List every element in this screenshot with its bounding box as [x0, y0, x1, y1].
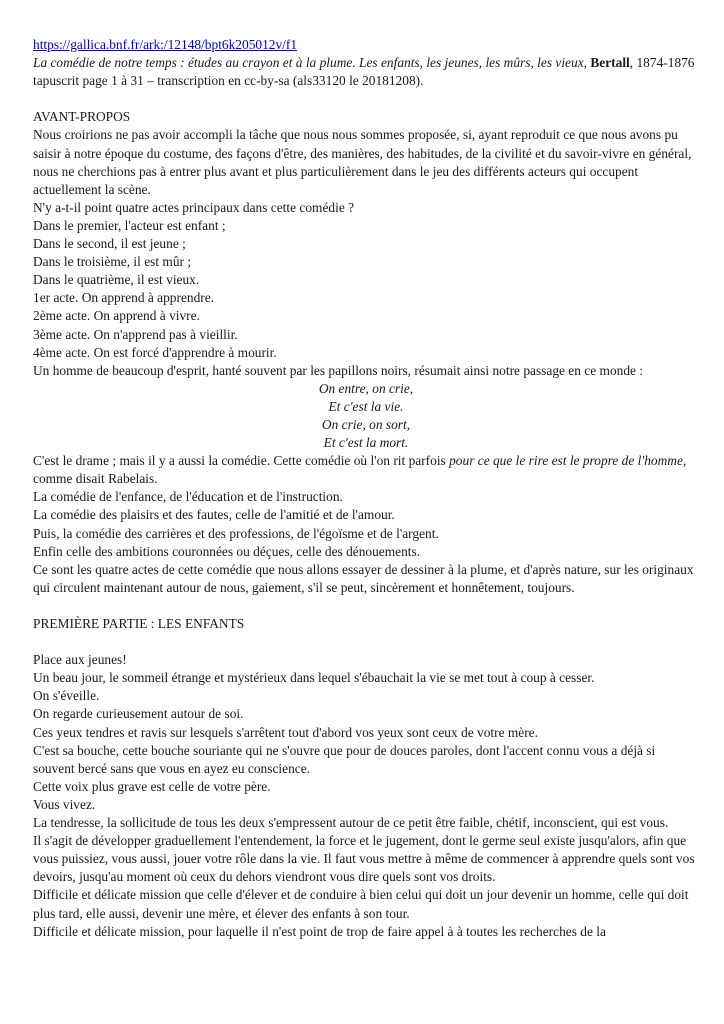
- title-tail: ,: [629, 55, 634, 71]
- publication-years: 1874-1876: [636, 55, 695, 71]
- act-line: 3ème acte. On n'apprend pas à vieillir.: [33, 326, 238, 342]
- verse-line: On entre, on crie,: [318, 380, 414, 396]
- drame-end: , comme disait Rabelais.: [33, 453, 687, 487]
- act-line: Dans le quatrième, il est vieux.: [33, 272, 200, 288]
- act-line: Dans le premier, l'acteur est enfant ;: [33, 217, 226, 233]
- closing-paragraph: Ce sont les quatre actes de cette comédie que nous allons essayer de dessiner à la plume, et d'après nature, sur les originaux qui circulent maintenant autour de nous, gaiement, s'il se peut, sincèrement et honnêtement, toujours.: [33, 561, 694, 595]
- paragraph: Ces yeux tendres et ravis sur lesquels s'arrêtent tout d'abord vos yeux sont ceux de votre mère.: [33, 724, 538, 740]
- comedy-line: La comédie de l'enfance, de l'éducation et de l'instruction.: [33, 489, 343, 505]
- paragraph: C'est sa bouche, cette bouche souriante qui ne s'ouvre que pour de douces paroles, dont l'accent connu vous a déjà si souvent bercé sans que vous en ayez eu conscience.: [33, 742, 656, 776]
- act-line: Dans le second, il est jeune ;: [33, 236, 186, 252]
- paragraph: On s'éveille.: [33, 688, 100, 704]
- verse-line: On crie, on sort,: [321, 416, 411, 432]
- drame-start: C'est le drame ; mais il y a aussi la comédie. Cette comédie où l'on rit parfois: [33, 453, 450, 469]
- title-line: [33, 54, 699, 72]
- author-name: Bertall: [590, 55, 630, 71]
- paragraph: La tendresse, la sollicitude de tous les deux s'empressent autour de ce petit être faible, chétif, inconscient, qui est vous.: [33, 815, 669, 831]
- paragraph: Place aux jeunes!: [33, 652, 127, 668]
- comedy-line: La comédie des plaisirs et des fautes, celle de l'amitié et de l'amour.: [33, 507, 395, 523]
- comedy-line: Enfin celle des ambitions couronnées ou déçues, celle des dénouements.: [33, 543, 421, 559]
- act-line: 1er acte. On apprend à apprendre.: [33, 290, 215, 306]
- spacer: [33, 633, 699, 651]
- paragraph: Cette voix plus grave est celle de votre père.: [33, 778, 271, 794]
- paragraph: Il s'agit de développer graduellement l'entendement, la force et le jugement, dont le germe seul existe jusqu'alors, afin que vous puissiez, vous aussi, jouer votre rôle dans la vie. Il faut vous mettre à même de commencer à apprendre quels sont vos devoirs, jusqu'au moment où ceux du dehors viendront vous dire quels sont vos droits.: [33, 833, 695, 885]
- paragraph: On regarde curieusement autour de soi.: [33, 706, 244, 722]
- spacer: [33, 90, 699, 108]
- document-page: [33, 36, 699, 941]
- paragraph: Un beau jour, le sommeil étrange et mystérieux dans lequel s'ébauchait la vie se met tout à coup à cesser.: [33, 670, 595, 686]
- rabelais-quote: pour ce que le rire est le propre de l'homme: [449, 453, 683, 469]
- act-line: 4ème acte. On est forcé d'apprendre à mourir.: [33, 344, 277, 360]
- act-line: Dans le troisième, il est mûr ;: [33, 254, 192, 270]
- act-line: N'y a-t-il point quatre actes principaux dans cette comédie ?: [33, 199, 355, 215]
- gallica-link[interactable]: https://gallica.bnf.fr/ark:/12148/bpt6k205012v/f1: [33, 37, 298, 52]
- transcription-note: tapuscrit page 1 à 31 – transcription en cc-by-sa (als33120 le 20181208).: [33, 73, 424, 89]
- intro-paragraph: Nous croirions ne pas avoir accompli la tâche que nous nous sommes proposée, si, ayant reproduit ce que nous avons pu saisir à notre époque du costume, des façons d'être, des manières, des habitudes, de la civilité et du savoir-vivre en général, nous ne cherchions pas à entrer plus avant et plus particulièrement dans le jeu des différents acteurs qui occupent actuellement la scène.: [33, 127, 692, 197]
- drame-paragraph: [33, 452, 699, 488]
- act-line: 2ème acte. On apprend à vivre.: [33, 308, 200, 324]
- comedy-line: Puis, la comédie des carrières et des professions, de l'égoïsme et de l'argent.: [33, 525, 439, 541]
- paragraph: Difficile et délicate mission, pour laquelle il n'est point de trop de faire appel à à toutes les recherches de la: [33, 923, 606, 939]
- verse-line: Et c'est la vie.: [328, 398, 404, 414]
- premiere-partie-heading: PREMIÈRE PARTIE : LES ENFANTS: [33, 616, 245, 631]
- title-separator: ,: [583, 55, 591, 71]
- avant-propos-heading: AVANT-PROPOS: [33, 109, 131, 125]
- source-line: [33, 36, 699, 54]
- paragraph: Difficile et délicate mission que celle d'élever et de conduire à bien celui qui doit un jour devenir un homme, celle qui doit plus tard, elle aussi, devenir une mère, et élever des enfants à son tour.: [33, 887, 689, 921]
- spacer: [33, 597, 699, 615]
- homme-paragraph: Un homme de beaucoup d'esprit, hanté souvent par les papillons noirs, résumait ainsi notre passage en ce monde :: [33, 362, 644, 378]
- verse-line: Et c'est la mort.: [323, 435, 409, 451]
- book-title: La comédie de notre temps : études au crayon et à la plume. Les enfants, les jeunes, les mûrs, les vieux: [33, 55, 584, 71]
- paragraph: Vous vivez.: [33, 796, 96, 812]
